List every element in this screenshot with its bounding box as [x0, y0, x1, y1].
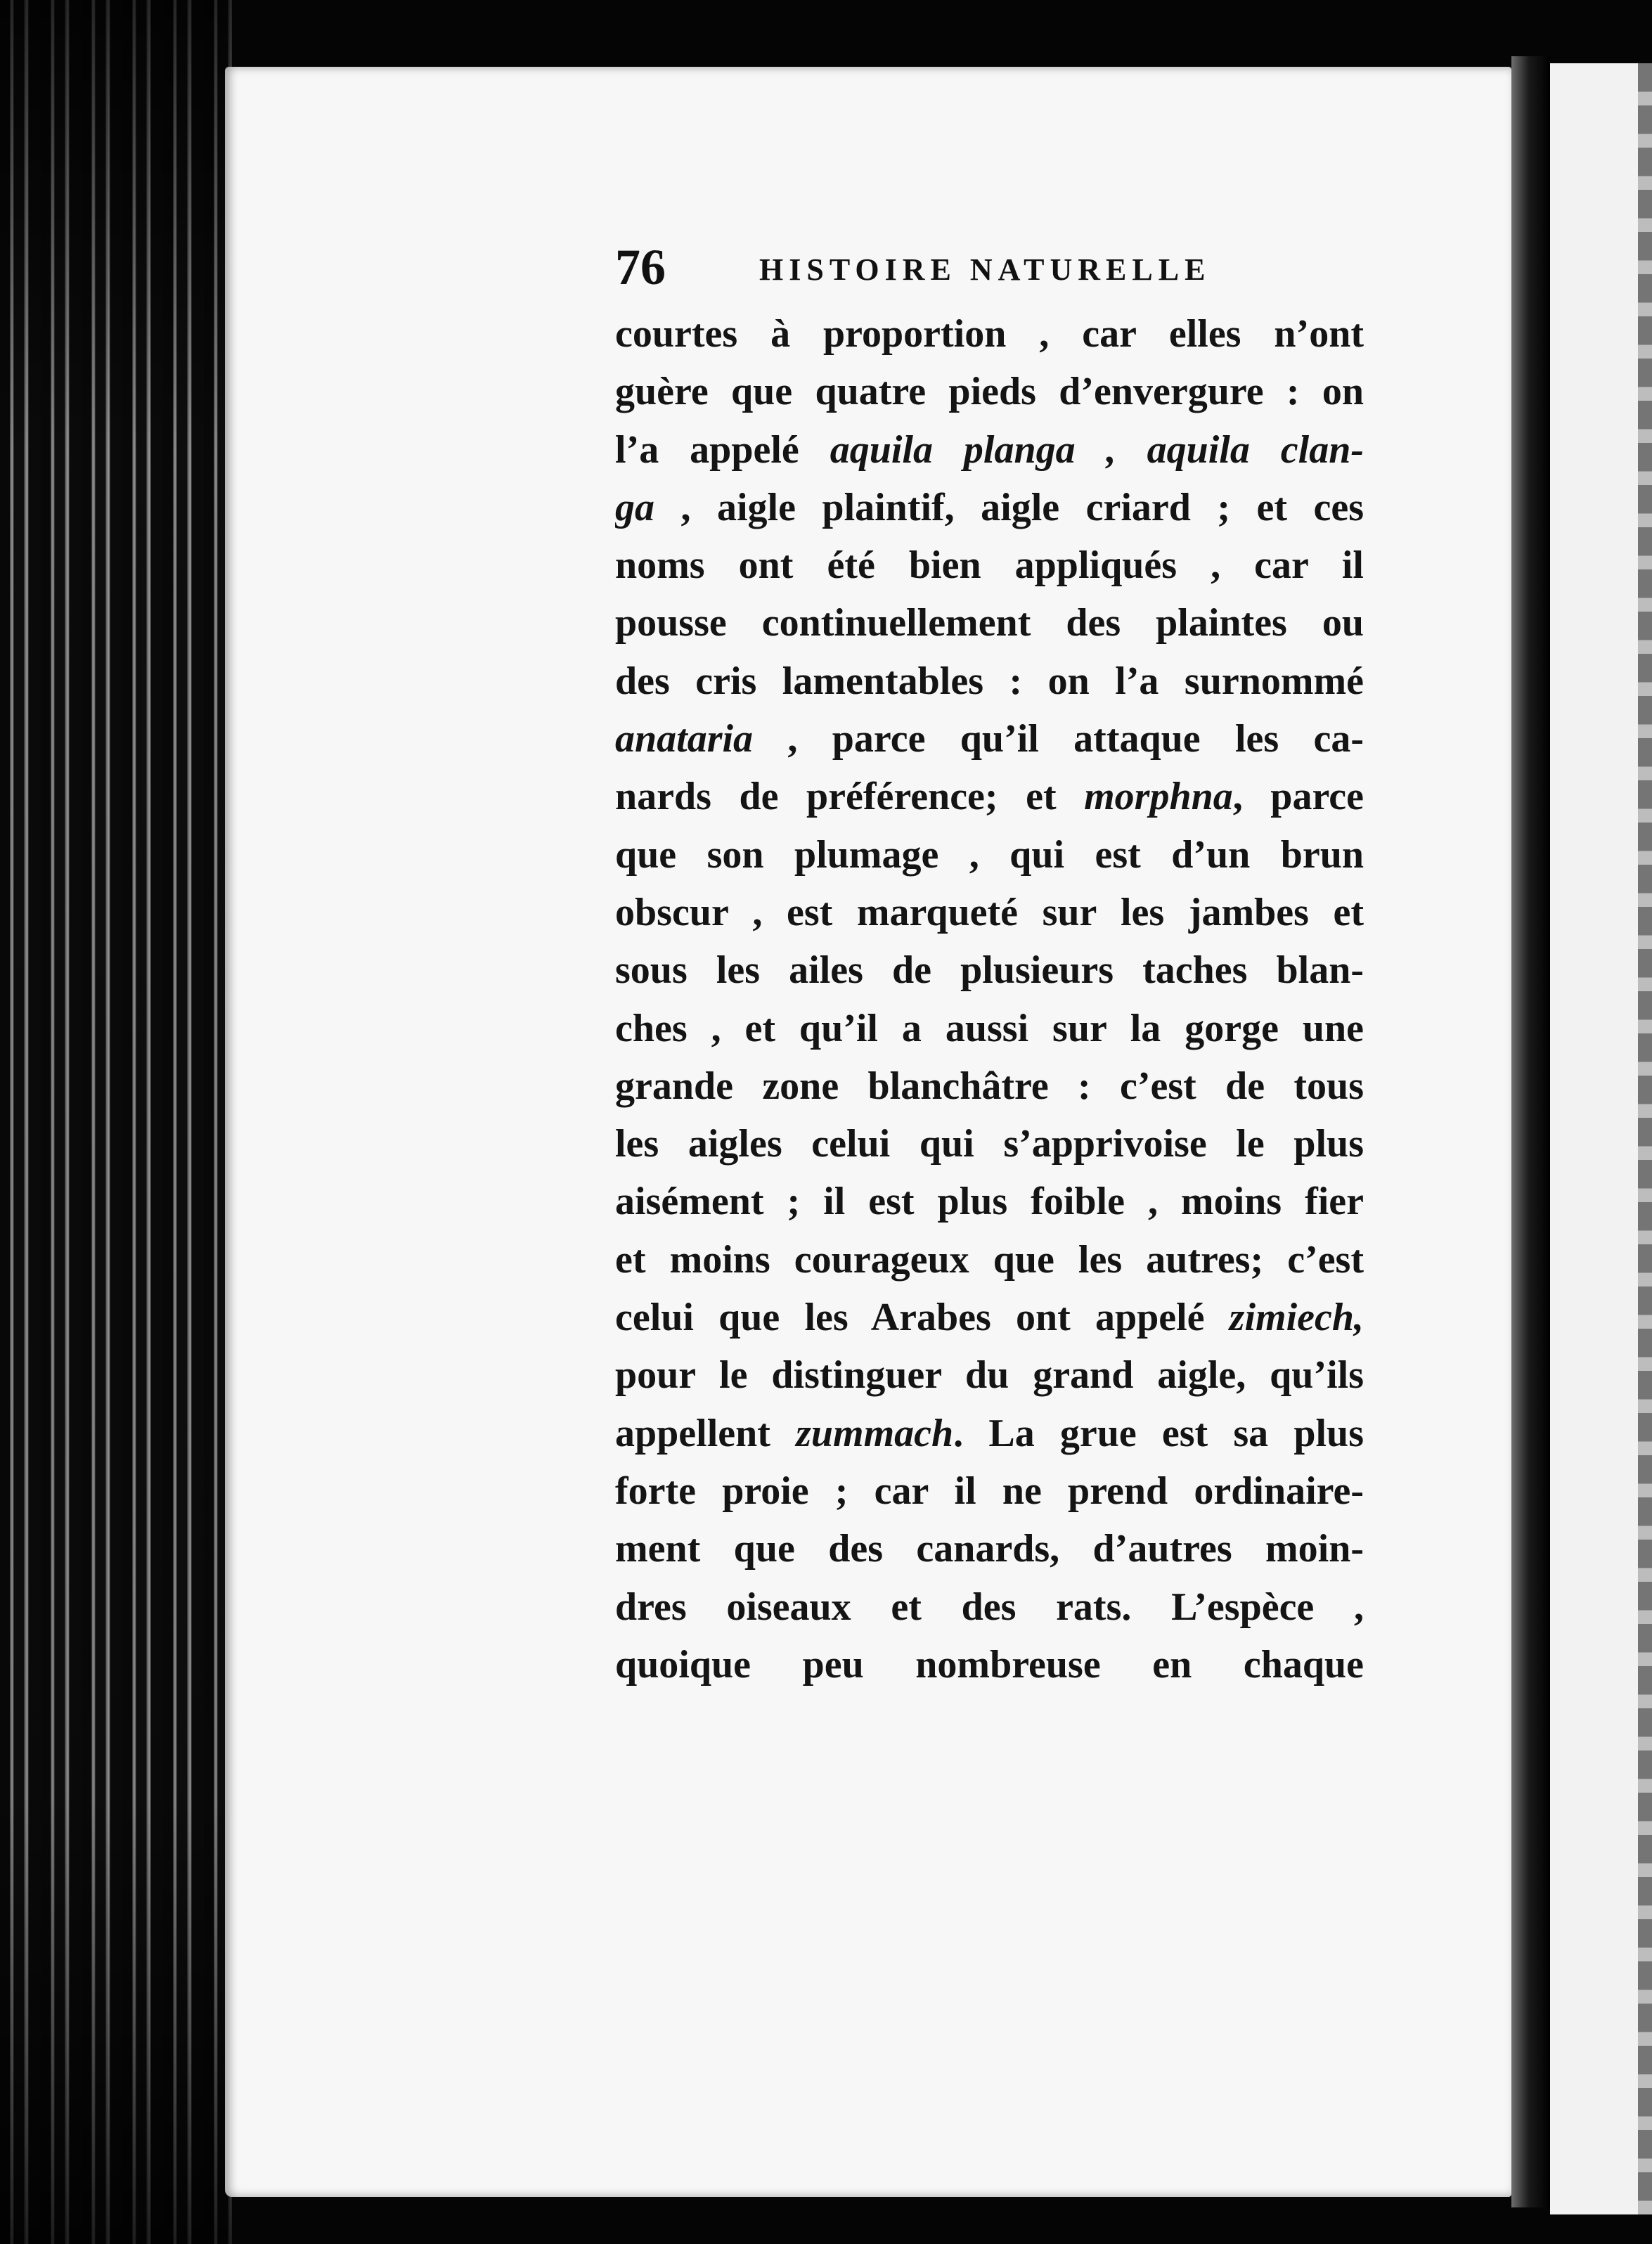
- book-gutter: [1511, 56, 1550, 2207]
- text-line: [615, 363, 1364, 420]
- text-segment: . La grue est sa plus: [953, 1411, 1364, 1455]
- text-segment: , parce qu’il attaque les ca-: [753, 717, 1364, 761]
- running-head: [615, 239, 1364, 302]
- text-segment: quoique peu nombreuse en chaque: [615, 1642, 1364, 1687]
- text-line: [615, 1520, 1364, 1578]
- italic-term: morphna: [1084, 775, 1233, 819]
- text-line: [615, 1231, 1364, 1289]
- text-line: [615, 594, 1364, 652]
- text-segment: celui que les Arabes ont appelé: [615, 1296, 1230, 1340]
- text-line: [615, 536, 1364, 594]
- text-line: [615, 1115, 1364, 1173]
- text-line: [615, 1000, 1364, 1057]
- text-segment: l’a appelé: [615, 427, 830, 472]
- text-line: [615, 1462, 1364, 1520]
- text-line: [615, 941, 1364, 999]
- text-line: [615, 1173, 1364, 1230]
- book-edge-shadow: [0, 0, 232, 2244]
- italic-term: aquila planga , aquila clan-: [830, 427, 1364, 472]
- text-segment: grande zone blanchâtre : c’est de tous: [615, 1064, 1364, 1108]
- text-segment: aisément ; il est plus foible , moins fier: [615, 1180, 1364, 1224]
- text-segment: , parce: [1232, 775, 1364, 819]
- text-line: [615, 1346, 1364, 1404]
- italic-term: anataria: [615, 717, 754, 761]
- text-line: [615, 421, 1364, 479]
- text-segment: pousse continuellement des plaintes ou: [615, 601, 1364, 645]
- text-line: [615, 479, 1364, 536]
- page-number: 76: [615, 239, 666, 295]
- text-line: [615, 826, 1364, 884]
- text-segment: les aigles celui qui s’apprivoise le plus: [615, 1122, 1364, 1166]
- text-segment: et moins courageux que les autres; c’est: [615, 1237, 1364, 1282]
- text-segment: des cris lamentables : on l’a surnommé: [615, 659, 1364, 703]
- text-line: [615, 305, 1364, 363]
- text-segment: obscur , est marqueté sur les jambes et: [615, 890, 1364, 934]
- italic-term: ga: [615, 485, 654, 529]
- text-segment: ment que des canards, d’autres moin-: [615, 1527, 1364, 1571]
- italic-term: zimiech,: [1229, 1296, 1364, 1340]
- text-line: [615, 1057, 1364, 1115]
- text-segment: appellent: [615, 1411, 796, 1455]
- running-title: HISTOIRE NATURELLE: [759, 252, 1211, 287]
- body-text: [615, 305, 1364, 1694]
- text-segment: nards de préférence; et: [615, 775, 1085, 819]
- text-line: [615, 710, 1364, 768]
- text-segment: que son plumage , qui est d’un brun: [615, 832, 1364, 877]
- text-segment: sous les ailes de plusieurs taches blan-: [615, 948, 1364, 993]
- text-segment: forte proie ; car il ne prend ordinaire-: [615, 1469, 1364, 1513]
- text-line: [615, 1405, 1364, 1462]
- text-block: [615, 239, 1364, 1694]
- italic-term: zummach: [796, 1411, 954, 1455]
- text-segment: noms ont été bien appliqués , car il: [615, 543, 1364, 588]
- text-segment: , aigle plaintif, aigle criard ; et ces: [654, 485, 1364, 529]
- text-line: [615, 884, 1364, 941]
- facing-page-edge: [1638, 63, 1652, 2214]
- text-segment: pour le distinguer du grand aigle, qu’ils: [615, 1353, 1364, 1398]
- text-segment: courtes à proportion , car elles n’ont: [615, 312, 1364, 356]
- facing-page-sliver: [1550, 63, 1652, 2214]
- text-segment: guère que quatre pieds d’envergure : on: [615, 370, 1364, 414]
- text-segment: dres oiseaux et des rats. L’espèce ,: [615, 1585, 1364, 1629]
- text-line: [615, 1289, 1364, 1346]
- text-line: [615, 652, 1364, 710]
- text-line: [615, 768, 1364, 825]
- text-line: [615, 1636, 1364, 1694]
- text-segment: ches , et qu’il a aussi sur la gorge une: [615, 1006, 1364, 1050]
- text-line: [615, 1578, 1364, 1636]
